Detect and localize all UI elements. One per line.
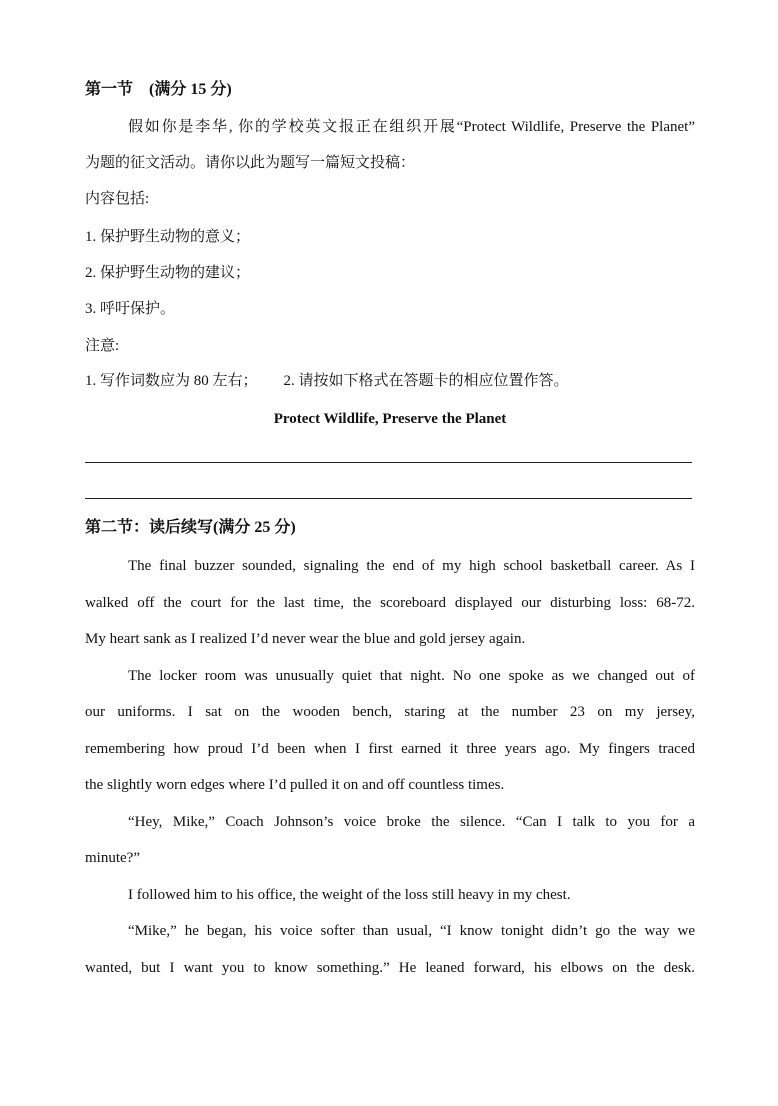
story-line-6: remembering how proud I’d been when I first earned it three years ago. My fingers traced	[85, 741, 695, 757]
point-2: 2. 保护野生动物的建议；	[85, 265, 251, 281]
story-line-2: walked off the court for the last time, the scoreboard displayed our disturbing loss: 68-72.	[85, 595, 695, 611]
story-line-4: The locker room was unusually quiet that night. No one spoke as we changed out of	[128, 668, 695, 684]
story-line-8: “Hey, Mike,” Coach Johnson’s voice broke the silence. “Can I talk to you for a	[128, 814, 695, 830]
story-line-3: My heart sank as I realized I’d never wear the blue and gold jersey again.	[85, 631, 526, 647]
story-line-7: the slightly worn edges where I’d pulled it on and off countless times.	[85, 777, 505, 793]
section1-heading: 第一节 (满分 15 分)	[85, 81, 232, 98]
story-line-5: our uniforms. I sat on the wooden bench, staring at the number 23 on my jersey,	[85, 704, 695, 720]
point-3: 3. 呼吁保护。	[85, 301, 176, 317]
answer-line-2	[85, 498, 692, 499]
note-1: 1. 写作词数应为 80 左右；	[85, 373, 258, 389]
story-line-1: The final buzzer sounded, signaling the end of my high school basketball career. As I	[128, 558, 695, 574]
prompt-line-1: 假如你是李华, 你的学校英文报正在组织开展“Protect Wildlife, Preserve the Planet”	[128, 119, 695, 135]
essay-title: Protect Wildlife, Preserve the Planet	[273, 411, 507, 427]
content-label: 内容包括:	[85, 191, 150, 207]
section2-heading: 第二节：读后续写(满分 25 分)	[85, 519, 296, 536]
story-line-12: wanted, but I want you to know something.” He leaned forward, his elbows on the desk.	[85, 960, 695, 976]
notes-line	[85, 371, 569, 391]
answer-line-1	[85, 462, 692, 463]
prompt-line-2: 为题的征文活动。请你以此为题写一篇短文投稿：	[85, 155, 416, 171]
story-line-11: “Mike,” he began, his voice softer than usual, “I know tonight didn’t go the way we	[128, 923, 695, 939]
notes-label: 注意:	[85, 338, 120, 354]
note-2: 2. 请按如下格式在答题卡的相应位置作答。	[283, 373, 569, 389]
point-1: 1. 保护野生动物的意义；	[85, 229, 251, 245]
story-line-10: I followed him to his office, the weight of the loss still heavy in my chest.	[128, 887, 571, 903]
story-line-9: minute?”	[85, 850, 140, 866]
